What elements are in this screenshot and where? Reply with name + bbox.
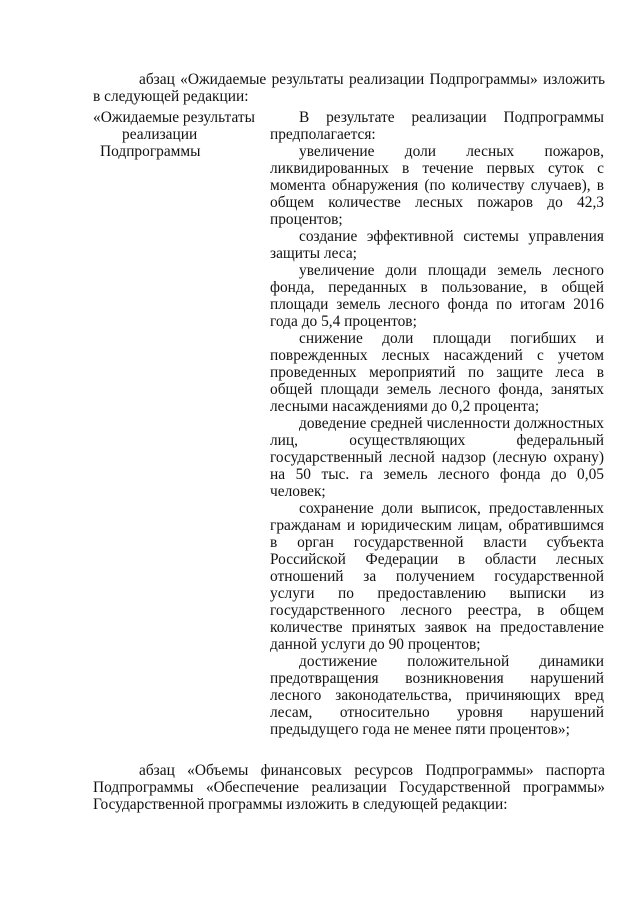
content-paragraph: сохранение доли выписок, предоставленных гражданам и юридическим лицам, обратившимся в орган государственной власти субъекта Российской Федерации в области лесных отношений за получением государственной услуги по предоставлению выписки из государственного лесного реестра, в общем количестве принятых заявок на предоставление данной услуги до 90 процентов; (270, 500, 604, 653)
content-paragraph: доведение средней численности должностных лиц, осуществляющих федеральный государственный лесной надзор (лесную охрану) на 50 тыс. га земель лесного фонда до 0,05 человек; (270, 415, 604, 500)
label-line: «Ожидаемые результаты (93, 109, 255, 126)
table-label-cell (93, 109, 263, 160)
content-paragraph: увеличение доли лесных пожаров, ликвидированных в течение первых суток с момента обнаружения (по количеству случаев), в общем количестве лесных пожаров до 42,3 процентов; (270, 143, 604, 228)
content-paragraph: достижение положительной динамики предотвращения возникновения нарушений лесного законодательства, причиняющих вред лесам, относительно уровня нарушений предыдущего года не менее пяти процентов»; (270, 653, 604, 738)
outro-paragraph: абзац «Объемы финансовых ресурсов Подпрограммы» паспорта Подпрограммы «Обеспечение реализации Государственной программы» Государственной программы изложить в следующей редакции: (93, 762, 605, 813)
label-line: Подпрограммы (100, 143, 201, 160)
content-paragraph: создание эффективной системы управления защиты леса; (270, 228, 604, 262)
content-paragraph: снижение доли площади погибших и поврежденных лесных насаждений с учетом проведенных мероприятий по защите леса в общей площади земель лесного фонда, занятых лесными насаждениями до 0,2 процента; (270, 330, 604, 415)
intro-paragraph: абзац «Ожидаемые результаты реализации Подпрограммы» изложить в следующей редакции: (93, 71, 605, 105)
content-paragraph: увеличение доли площади земель лесного фонда, переданных в пользование, в общей площади земель лесного фонда по итогам 2016 года до 5,4 процентов; (270, 262, 604, 330)
label-line: реализации (122, 126, 198, 143)
content-paragraph: В результате реализации Подпрограммы предполагается: (270, 109, 604, 143)
table-content-cell (270, 109, 604, 738)
